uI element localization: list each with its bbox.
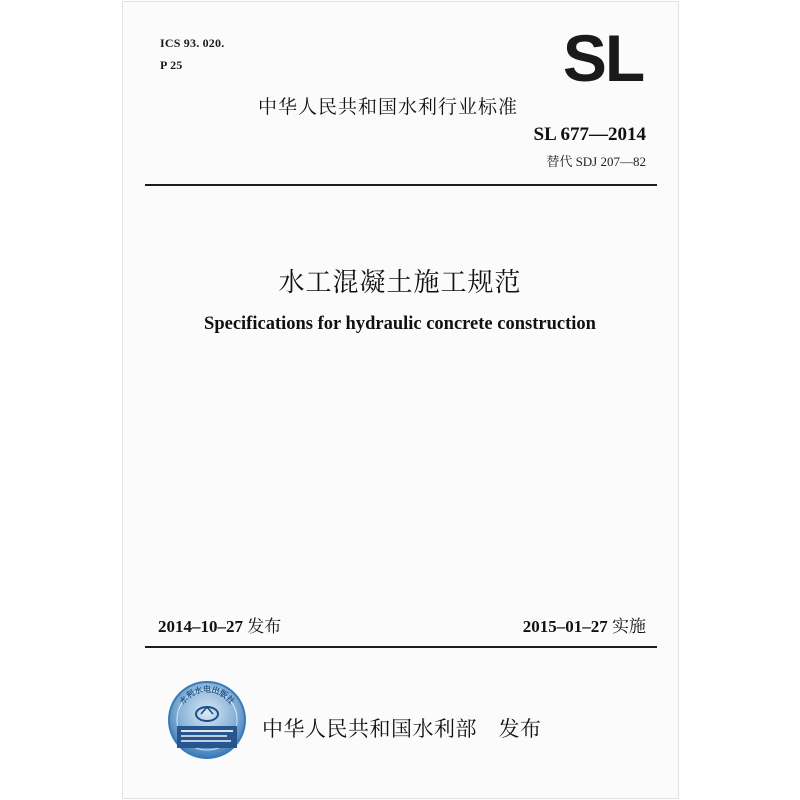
ics-code: ICS 93. 020. — [160, 36, 225, 50]
ccs-code: P 25 — [160, 58, 183, 72]
seal-text: 水利水电出版社 — [177, 685, 237, 707]
sl-logo — [556, 26, 650, 88]
standard-number: SL 677—2014 — [533, 124, 646, 145]
publisher-name: 中华人民共和国水利部 — [262, 717, 477, 741]
publisher — [262, 713, 542, 743]
issue-date-value: 2014–10–27 — [158, 617, 243, 636]
effective-date — [523, 612, 646, 637]
sl-logo-text: SL — [562, 26, 644, 88]
effective-date-value: 2015–01–27 — [522, 617, 608, 636]
title-chinese: 水工混凝土施工规范 — [278, 268, 522, 298]
publisher-seal-icon — [167, 680, 247, 760]
publisher-label: 发布 — [498, 717, 542, 741]
title-english: Specifications for hydraulic concrete construction — [204, 314, 596, 334]
top-divider — [145, 184, 657, 186]
document-page — [123, 2, 678, 798]
issue-date-label: 发布 — [247, 617, 282, 637]
replaces-standard: 替代 SDJ 207—82 — [546, 154, 646, 169]
issue-date — [158, 612, 281, 637]
bottom-divider — [145, 646, 657, 648]
effective-date-label: 实施 — [612, 617, 646, 637]
industry-standard-title: 中华人民共和国水利行业标准 — [258, 96, 519, 118]
